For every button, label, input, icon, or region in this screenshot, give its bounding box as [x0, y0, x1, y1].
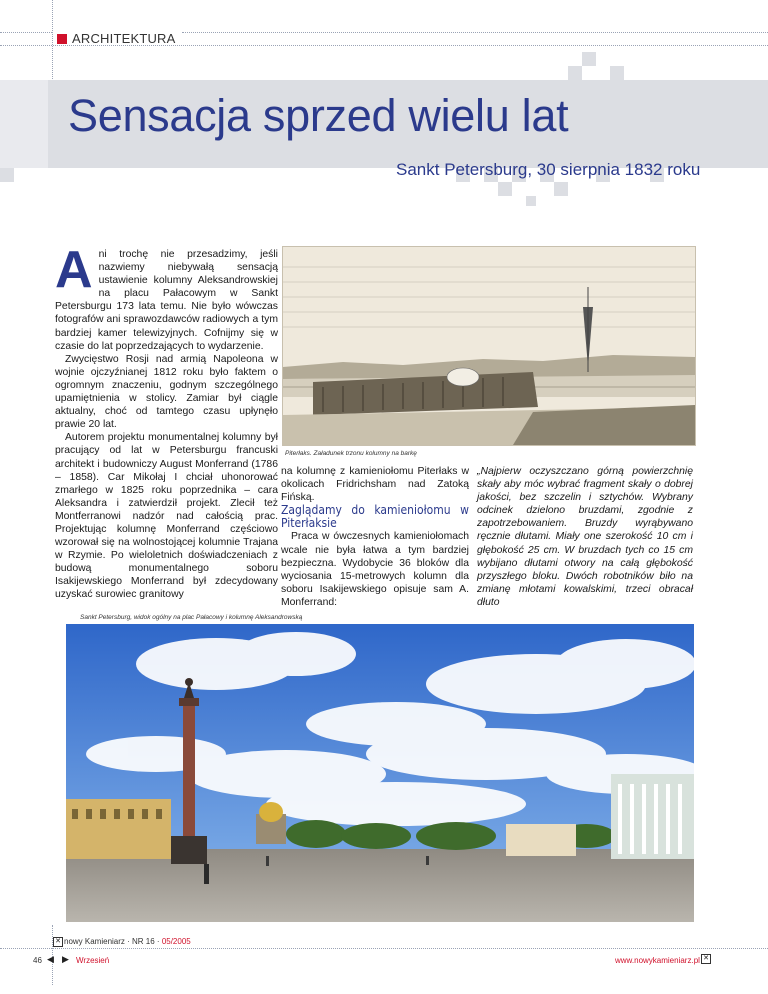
- dropcap: A: [55, 241, 93, 299]
- section-subheading: Zaglądamy do kamieniołomu w Piterłaksie: [281, 503, 469, 531]
- title-band-accent: [0, 80, 48, 168]
- website-logo-icon: ✕: [701, 954, 711, 964]
- paragraph: Praca w ówczesnych kamieniołomach wcale nie była łatwa a tym bardziej bezpieczna. Wydobycie 36 bloków dla wyciosania 15-metrowych kolumn dla soboru Isakijewskiego opisuje sam A. Monferrand:: [281, 531, 469, 608]
- magazine-logo-icon: ✕: [53, 937, 63, 947]
- arrow-left-icon: ◀: [47, 954, 54, 964]
- paragraph: Autorem projektu monumentalnej kolumny był pracujący od lat w Petersburgu francuski architekt i budowniczy August Monferrand (1786 – 1858). Car Mikołaj I chciał uhonorować zmarłego w 1825 roku poprzednika – cara Aleksandra i zatwierdził projekt. Zlecił też Montferranowi nadzór nad całością prac. Projektując kolumnę Monferrand częściowo wzorował się na wolnostojącej kolumnie Trajana w Rzymie. Po wieloletnich doświadczeniach z budową monumentalnego soboru Isakijewskiego Monferrand był zdecydowany uzyskać surowiec granitowy: [55, 432, 278, 601]
- paragraph: Zwycięstwo Rosji nad armią Napoleona w wojnie ojczyźnianej 1812 roku było faktem o ogromnym znaczeniu, godnym szczególnego upamiętnienia w stolicy. Zamiar był ciągle aktualny, choć od tamtego czasu upłynęło prawie 20 lat.: [55, 353, 278, 431]
- top-rule-right: [182, 32, 768, 33]
- article-column-1: [55, 241, 278, 602]
- article-title: Sensacja sprzed wielu lat: [68, 90, 569, 141]
- footer-magazine: nowy Kamieniarz · NR 16 · 05/2005: [64, 937, 191, 946]
- section-marker: [57, 34, 67, 44]
- quote-paragraph: „Najpierw oczyszczano górną powierzchnię skały aby móc wybrać fragment skały o dobrej jakości, bez szczelin i sztychów. Wybrany odcinek dzielono bruzdami, zgodnie z zapotrzebowaniem. Bruzdy wyrąbywano ręcznie dłutami. Miały one szerokość 10 cm i głębokość 25 cm. W bruzdach tych co 15 cm wybijano dłutami otwory na całą głębokość przyszłego bloku. Dwóch robotników biło na zmianę młotami kowalskimi, trzeci obracał dłuto: [477, 466, 693, 608]
- vertical-rule: [52, 0, 53, 79]
- engraving-caption: Piterłaks. Załadunek trzonu kolumny na barkę: [285, 450, 417, 457]
- page-number: 46: [33, 956, 42, 965]
- article-subtitle: Sankt Petersburg, 30 sierpnia 1832 roku: [396, 160, 701, 179]
- engraving-image: [282, 246, 696, 446]
- arrow-right-icon: ▶: [62, 954, 69, 964]
- article-column-2: [281, 465, 469, 609]
- engraving-illustration: [283, 247, 695, 445]
- top-rule-left: [0, 32, 52, 33]
- footer-issue: 05/2005: [161, 937, 191, 946]
- paragraph: ni trochę nie przesadzimy, jeśli nazwiemy niebywałą sensacją ustawienie kolumny Aleksandrowskiej na placu Pałacowym w Sankt Petersburgu 173 lata temu. Nie było wówczas fotografów ani sprawozdawców radiowych a tym bardziej kamer telewizyjnych. Cofnijmy się w czasie do lat poprzedzających to wydarzenie.: [55, 249, 278, 352]
- paragraph: na kolumnę z kamieniołomu Piterłaks w okolicach Fridrichsham nad Zatoką Fińską.: [281, 466, 469, 504]
- photo-caption: Sankt Petersburg, widok ogólny na plac Pałacowy i kolumnę Aleksandrowską: [80, 614, 303, 621]
- section-label: ARCHITEKTURA: [72, 31, 176, 46]
- palace-square-illustration: [66, 624, 694, 922]
- article-column-3: [477, 465, 693, 609]
- footer-website-link[interactable]: www.nowykamieniarz.pl: [615, 956, 700, 965]
- palace-square-photo: [66, 624, 694, 922]
- footer-month: Wrzesień: [76, 956, 110, 965]
- footer-rule: [0, 948, 768, 949]
